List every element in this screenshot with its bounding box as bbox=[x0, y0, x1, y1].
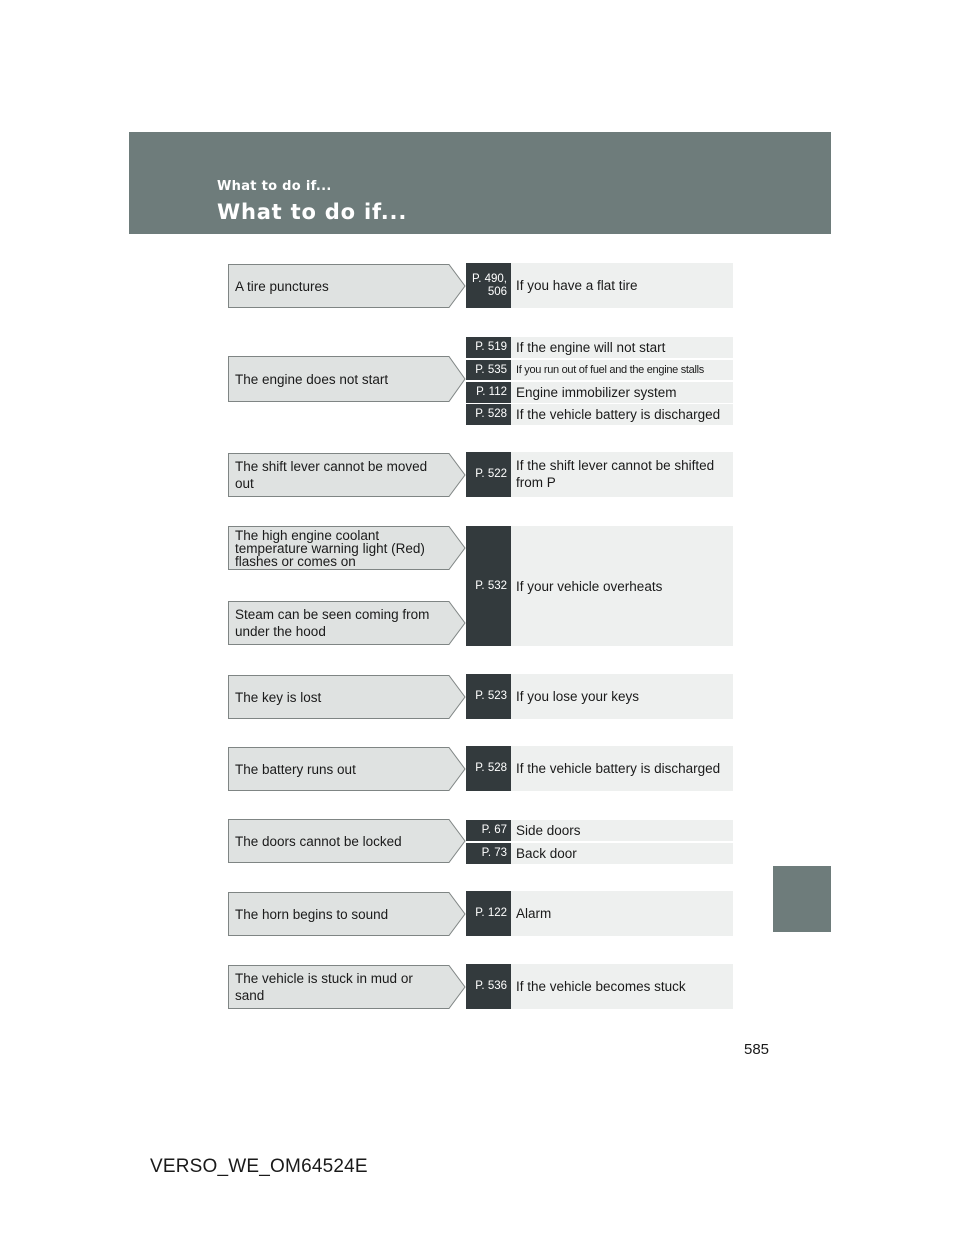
page-reference: P. 519 bbox=[466, 337, 511, 358]
result-description: If the vehicle battery is discharged bbox=[516, 761, 721, 776]
result-vehicle-stuck bbox=[466, 964, 733, 1009]
result-description: If the vehicle battery is discharged bbox=[516, 407, 721, 422]
result-overheats bbox=[466, 526, 733, 646]
condition-tire-punctures bbox=[228, 264, 472, 308]
condition-doors-not-locked bbox=[228, 819, 472, 863]
page-reference: P. 523 bbox=[466, 674, 511, 719]
page-number: 585 bbox=[744, 1041, 770, 1058]
result-description: Side doors bbox=[516, 823, 581, 838]
page-reference: P. 535 bbox=[466, 360, 511, 380]
result-engine-will-not-start bbox=[466, 337, 733, 358]
result-description: If the shift lever cannot be shifted from P bbox=[516, 458, 715, 490]
result-battery-discharged bbox=[466, 404, 733, 425]
condition-horn-sounds bbox=[228, 892, 472, 936]
section-title: What to do if... bbox=[217, 200, 408, 224]
result-description: Back door bbox=[516, 846, 577, 861]
result-lose-keys bbox=[466, 674, 733, 719]
page-reference: P. 522 bbox=[466, 452, 511, 497]
condition-coolant-warning bbox=[228, 526, 472, 570]
result-battery-discharged-2 bbox=[466, 746, 733, 791]
page-reference: P. 112 bbox=[466, 382, 511, 403]
result-alarm bbox=[466, 891, 733, 936]
condition-label: The doors cannot be locked bbox=[235, 833, 402, 849]
condition-label: The horn begins to sound bbox=[235, 906, 389, 922]
condition-key-lost bbox=[228, 675, 472, 719]
result-flat-tire bbox=[466, 263, 733, 308]
condition-label: The engine does not start bbox=[235, 371, 389, 387]
page-reference: P. 490, 506 bbox=[466, 263, 511, 308]
condition-label: The key is lost bbox=[235, 689, 322, 705]
section-subtitle: What to do if... bbox=[217, 179, 332, 194]
result-description: If the engine will not start bbox=[516, 340, 666, 355]
condition-label: The high engine coolant temperature warning light (Red) flashes or comes on bbox=[235, 527, 425, 569]
page-reference: P. 528 bbox=[466, 404, 511, 425]
page-reference: P. 122 bbox=[466, 891, 511, 936]
condition-battery-runs-out bbox=[228, 747, 472, 791]
document-code: VERSO_WE_OM64524E bbox=[150, 1156, 368, 1177]
page-reference: P. 528 bbox=[466, 746, 511, 791]
result-description: If your vehicle overheats bbox=[516, 578, 663, 594]
result-description: Engine immobilizer system bbox=[516, 385, 677, 400]
chapter-tab bbox=[773, 866, 831, 932]
condition-label: The shift lever cannot be moved out bbox=[235, 459, 428, 491]
result-description: If the vehicle becomes stuck bbox=[516, 979, 686, 994]
result-back-door bbox=[466, 843, 733, 864]
page-reference: P. 67 bbox=[466, 820, 511, 841]
condition-label: A tire punctures bbox=[235, 278, 329, 294]
result-description: If you lose your keys bbox=[516, 689, 640, 704]
page-reference: P. 73 bbox=[466, 843, 511, 864]
section-header bbox=[129, 132, 831, 234]
condition-shift-lever bbox=[228, 453, 472, 497]
condition-label: The vehicle is stuck in mud or sand bbox=[235, 971, 413, 1003]
result-immobilizer bbox=[466, 382, 733, 403]
page-reference: P. 532 bbox=[466, 526, 511, 646]
condition-vehicle-stuck bbox=[228, 965, 472, 1009]
condition-steam bbox=[228, 601, 472, 645]
condition-label: The battery runs out bbox=[235, 761, 356, 777]
result-description: Alarm bbox=[516, 906, 552, 921]
result-run-out-of-fuel bbox=[466, 360, 733, 380]
condition-label: Steam can be seen coming from under the hood bbox=[235, 607, 430, 639]
condition-engine-does-not-start bbox=[228, 356, 472, 400]
result-shift-lever bbox=[466, 452, 733, 497]
result-description: If you have a flat tire bbox=[516, 278, 638, 293]
result-side-doors bbox=[466, 820, 733, 841]
page-reference: P. 536 bbox=[466, 964, 511, 1009]
result-description: If you run out of fuel and the engine stalls bbox=[516, 363, 704, 376]
